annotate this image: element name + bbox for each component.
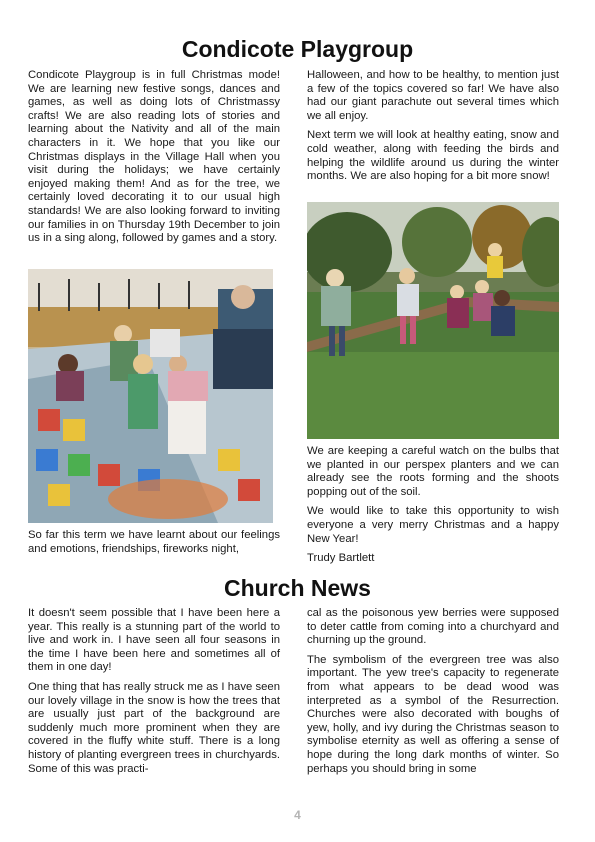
playgroup-next-term-paragraph: Next term we will look at healthy eating, snow and cold weather, along with feeding the birds and helping the wildlife around us during the winter months. We are also hoping for a bit more snow! xyxy=(307,129,559,183)
playgroup-signature: Trudy Bartlett xyxy=(307,552,375,565)
church-left-column xyxy=(28,607,280,776)
playgroup-halloween-paragraph: Halloween, and how to be healthy, to mention just a few of the topics covered so far! We have also had our giant parachute out several times which we all enjoy. xyxy=(307,69,559,122)
church-heading: Church News xyxy=(224,575,371,601)
playgroup-garden-photo xyxy=(307,202,559,439)
playgroup-intro-paragraph: Condicote Playgroup is in full Christmas mode! We are learning new festive songs, dances and games, as well as doing lots of Christmassy crafts! We are also reading lots of stories and learning about the Nativity and all of the main characters in it. We hope that you like our Christmas displays in the Village Hall when you visit during the holidays; we have certainly enjoyed making them! And as for the tree, we certainly loved decorating it to our usual high standards! We are also looking forward to inviting our families in on Thursday 19th December to join us in a sing along, followed by games and a story. xyxy=(28,69,280,245)
playgroup-right-column xyxy=(307,69,559,184)
playgroup-bulbs-paragraph: We are keeping a careful watch on the bulbs that we planted in our perspex planters and we can already see the roots forming and the shoots popping out of the soil. xyxy=(307,445,559,498)
playgroup-christmas-wish-paragraph: We would like to take this opportunity to wish everyone a very merry Christmas and a happy New Year! xyxy=(307,505,559,545)
playgroup-heading: Condicote Playgroup xyxy=(181,36,414,62)
page-number: 4 xyxy=(294,808,301,822)
church-yew-paragraph: cal as the poisonous yew berries were supposed to deter cattle from coming into a churchyard and churning up the ground. xyxy=(307,607,559,647)
playgroup-topics-paragraph: So far this term we have learnt about our feelings and emotions, friendships, fireworks night, xyxy=(28,529,280,555)
church-symbolism-paragraph: The symbolism of the evergreen tree was also important. The yew tree's capacity to regenerate from what appears to be dead wood was interpreted as a symbol of the Resurrection. Churches were also decorated with boughs of yew, holly, and ivy during the Christmas season to symbolise eternity as well as offering a sense of hope during the long dark months of winter. So perhaps you should bring in some xyxy=(307,653,559,775)
playgroup-right-column-bottom xyxy=(307,445,559,566)
church-right-column xyxy=(307,607,559,776)
church-intro-paragraph: It doesn't seem possible that I have been here a year. This really is a stunning part of the world to live and work in. I have seen all four seasons in the time I have been here and sometimes all of them in one day! xyxy=(28,607,280,674)
church-evergreen-paragraph: One thing that has really struck me as I have seen our lovely village in the snow is how the trees that are usually just part of the background are suddenly much more prominent when they are covered in the fluffy white stuff. There is a long history of planting evergreen trees in churchyards. Some of this was practi- xyxy=(28,680,280,775)
playgroup-left-column-bottom xyxy=(28,529,280,556)
playgroup-indoor-photo xyxy=(28,269,273,523)
playgroup-left-column xyxy=(28,69,280,252)
